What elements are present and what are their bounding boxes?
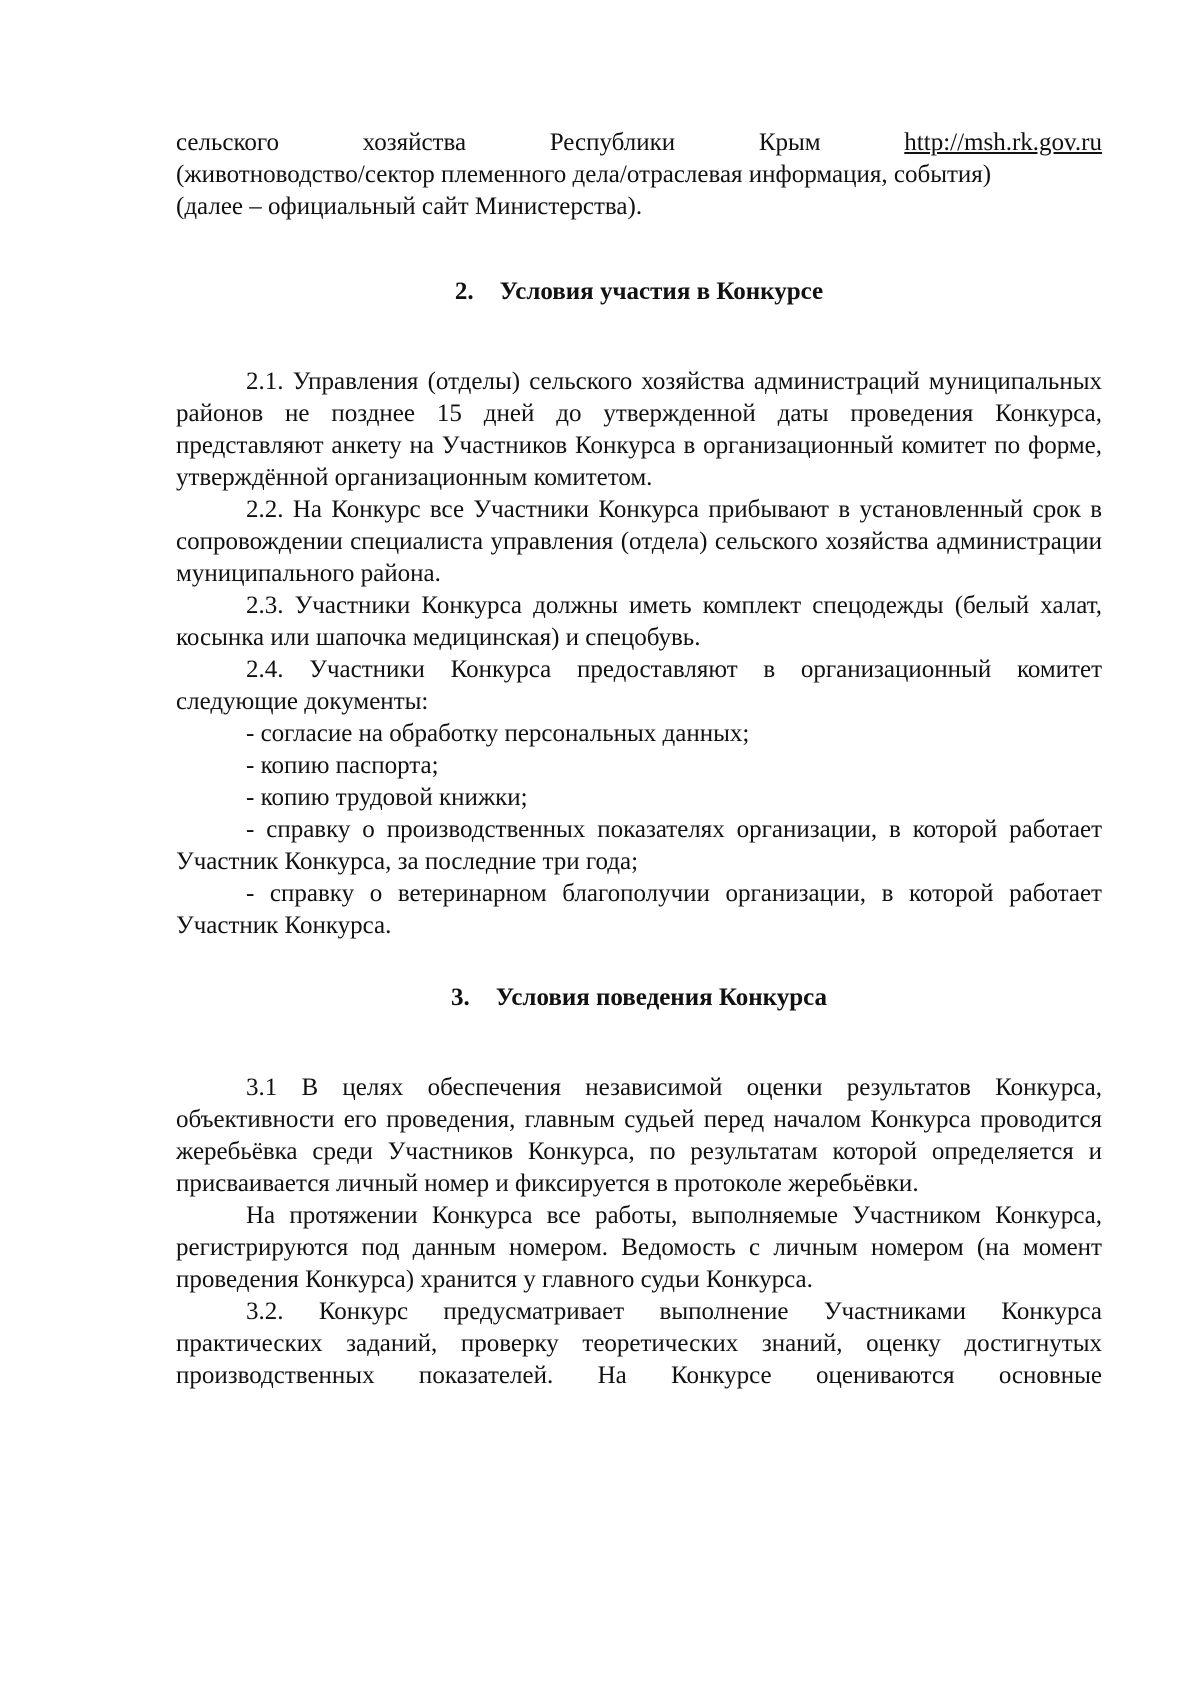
- doc-list-item: - копию трудовой книжки;: [246, 784, 528, 811]
- paragraph-3-2: 3.2. Конкурс предусматривает выполнение Участниками Конкурса практических заданий, проверку теоретических знаний, оценку достигнутых производственных показателей. На Конкурсе оцениваются основные: [176, 1298, 1102, 1389]
- intro-word: хозяйства: [362, 129, 467, 156]
- section-3-number: 3.: [450, 984, 470, 1011]
- paragraph-3-1: 3.1 В целях обеспечения независимой оценки результатов Конкурса, объективности его проведения, главным судьей перед началом Конкурса проводится жеребьёвка среди Участников Конкурса, по результатам которой определяется и присваивается личный номер и фиксируется в протоколе жеребьёвки.: [176, 1074, 1102, 1197]
- intro-word: сельского: [176, 129, 279, 156]
- section-3-body: [176, 1072, 1102, 1392]
- section-2-title: Условия участия в Конкурсе: [499, 278, 824, 305]
- paragraph-2-1: 2.1. Управления (отделы) сельского хозяйства администраций муниципальных районов не позднее 15 дней до утвержденной даты проведения Конкурса, представляют анкету на Участников Конкурса в организационный комитет по форме, утверждённой организационным комитетом.: [176, 368, 1102, 491]
- paragraph-2-4: 2.4. Участники Конкурса предоставляют в организационный комитет следующие документы:: [176, 656, 1102, 715]
- intro-line-3: (далее – официальный сайт Министерства).: [176, 193, 643, 220]
- section-3-title: Условия поведения Конкурса: [495, 984, 828, 1011]
- ministry-site-link[interactable]: http://msh.rk.gov.ru: [904, 129, 1102, 156]
- intro-word: Республики: [549, 129, 676, 156]
- intro-block: [176, 127, 1102, 223]
- doc-list-item-production: - справку о производственных показателях организации, в которой работает Участник Конкурса, за последние три года;: [176, 816, 1102, 875]
- paragraph-2-2: 2.2. На Конкурс все Участники Конкурса прибывают в установленный срок в сопровождении специалиста управления (отдела) сельского хозяйства администрации муниципального района.: [176, 496, 1102, 587]
- paragraph-3-1-continued: На протяжении Конкурса все работы, выполняемые Участником Конкурса, регистрируются под данным номером. Ведомость с личным номером (на момент проведения Конкурса) хранится у главного судьи Конкурса.: [176, 1202, 1102, 1293]
- section-3-heading: [176, 982, 1102, 1014]
- intro-line-1: [176, 127, 1102, 159]
- intro-word: Крым: [758, 129, 821, 156]
- intro-line-2: (животноводство/сектор племенного дела/отраслевая информация, события): [176, 161, 992, 188]
- doc-list-item-veterinary: - справку о ветеринарном благополучии организации, в которой работает Участник Конкурса.: [176, 880, 1102, 939]
- section-2-heading: [176, 276, 1102, 308]
- doc-list-item: - копию паспорта;: [246, 752, 439, 779]
- section-2-body: [176, 366, 1102, 942]
- doc-list-item: - согласие на обработку персональных данных;: [246, 720, 750, 747]
- paragraph-2-3: 2.3. Участники Конкурса должны иметь комплект спецодежды (белый халат, косынка или шапочка медицинская) и спецобувь.: [176, 592, 1102, 651]
- section-2-number: 2.: [454, 278, 474, 305]
